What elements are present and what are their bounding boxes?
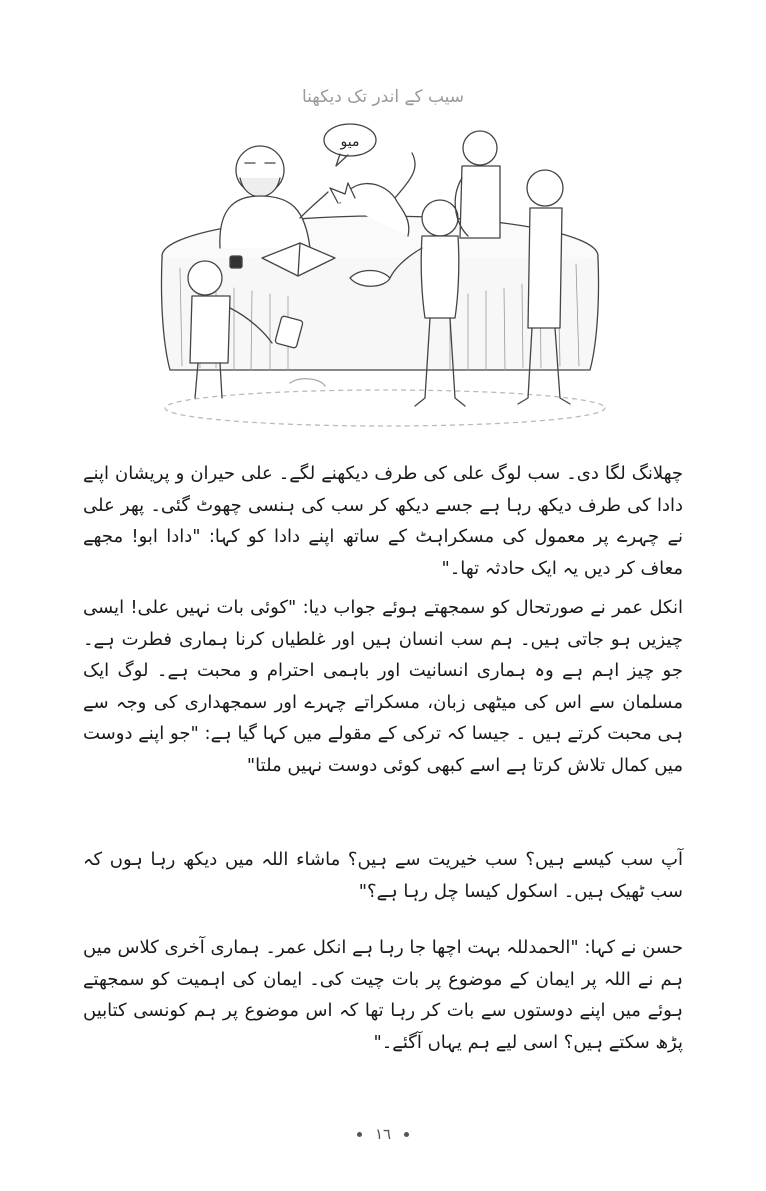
page-number	[0, 1125, 766, 1143]
boy-standing-figure	[455, 131, 500, 238]
paragraph-3: آپ سب کیسے ہیں؟ سب خیریت سے ہیں؟ ماشاء اللہ میں دیکھ رہا ہوں کہ سب ٹھیک ہیں۔ اسکول کیسا چل رہا ہے؟"	[83, 849, 683, 902]
dot-left-icon	[357, 1132, 362, 1137]
speech-bubble-text: میو	[340, 134, 360, 150]
paragraph-1: چھلانگ لگا دی۔ سب لوگ علی کی طرف دیکھنے لگے۔ علی حیران و پریشان اپنے دادا کی طرف دیکھ رہا ہے جسے دیکھ کر سب کی ہنسی چھوٹ گئی۔ پھر علی نے چہرے پر معمول کی مسکراہٹ کے ساتھ اپنے دادا کو کہا: "دادا ابو! مجھے معاف کر دیں یہ ایک حادثہ تھا۔"	[83, 463, 683, 579]
paragraph-2: انکل عمر نے صورتحال کو سمجھتے ہوئے جواب دیا: "کوئی بات نہیں علی! ایسی چیزیں ہو جاتی ہیں۔ ہم سب انسان ہیں اور غلطیاں کرنا ہماری فطرت ہے۔ جو چیز اہم ہے وہ ہماری انسانیت اور باہمی احترام و محبت ہے۔ لوگ ایک مسلمان سے اس کی میٹھی زبان، مسکراتے چہرے اور سمجھداری کی وجہ سے ہی محبت کرتے ہیں ۔ جیسا کہ ترکی کے مقولے میں کہا گیا ہے: "جو اپنے دوست میں کمال تلاش کرتا ہے اسے کبھی کوئی دوست نہیں ملتا"	[83, 597, 683, 776]
page-number-text: ١٦	[374, 1125, 392, 1143]
chapter-title: سیب کے اندر تک دیکھنا	[301, 87, 465, 107]
story-illustration	[150, 108, 620, 428]
dot-right-icon	[404, 1132, 409, 1137]
paragraph-4: حسن نے کہا: "الحمدللہ بہت اچھا جا رہا ہے انکل عمر۔ ہماری آخری کلاس میں ہم نے اللہ پر ایمان کے موضوع پر بات چیت کی۔ ایمان کی اہمیت کو سمجھتے ہوئے میں اپنے دوستوں سے بات کر رہا تھا کہ اس موضوع پر ہم کونسی کتابیں پڑھ سکتے ہیں؟ اسی لیے ہم یہاں آگئے۔"	[83, 937, 683, 1053]
